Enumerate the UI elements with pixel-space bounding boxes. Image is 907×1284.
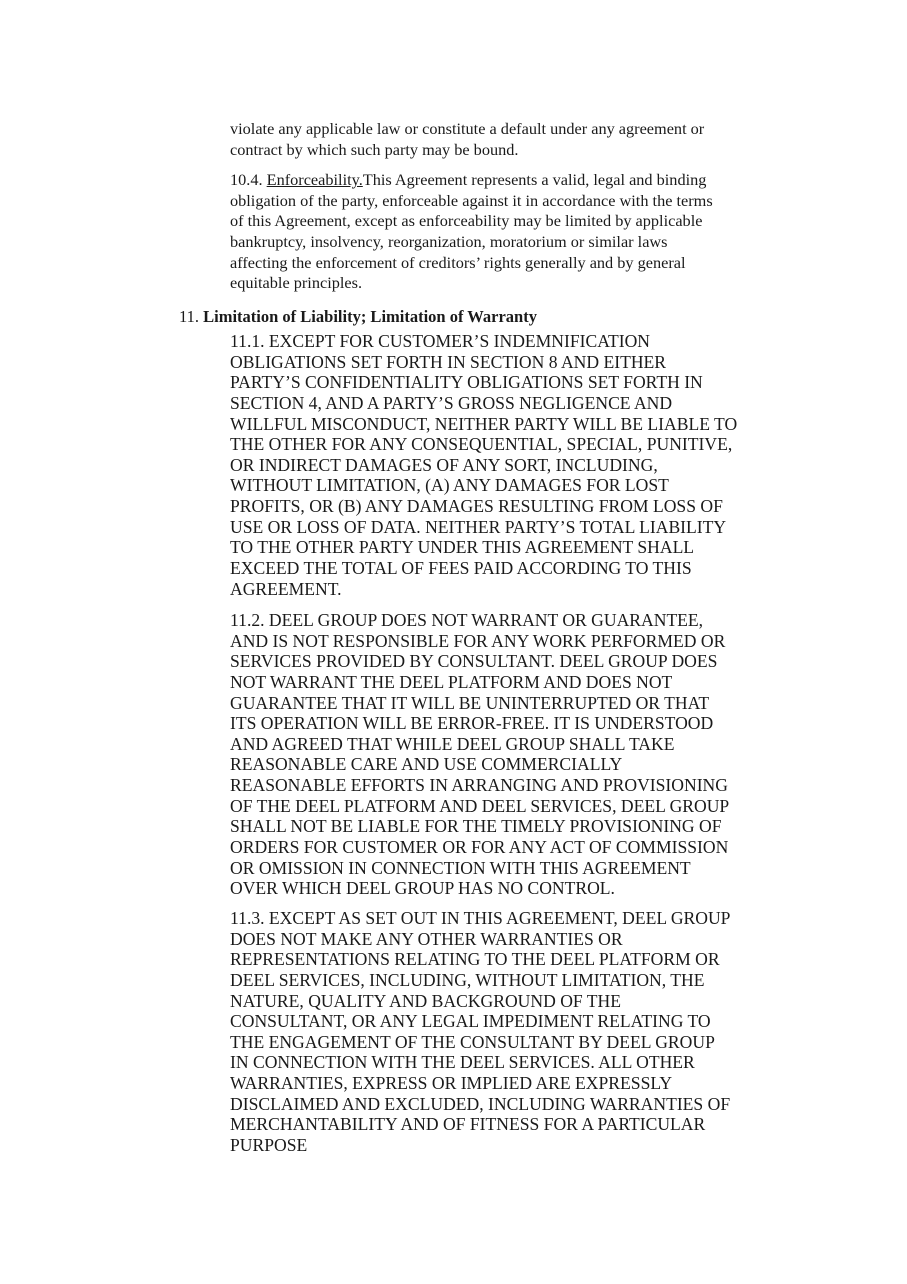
text-line: WARRANTIES, EXPRESS OR IMPLIED ARE EXPRESSLY (230, 1073, 673, 1094)
text-line: USE OR LOSS OF DATA. NEITHER PARTY’S TOTAL LIABILITY (230, 516, 727, 537)
text-line: affecting the enforcement of creditors’ rights generally and by general (230, 252, 686, 272)
text-line: OVER WHICH DEEL GROUP HAS NO CONTROL. (230, 878, 615, 899)
text-line: DISCLAIMED AND EXCLUDED, INCLUDING WARRANTIES OF (230, 1093, 731, 1114)
text-line: This Agreement represents a valid, legal and binding (362, 170, 707, 189)
clause-11-2 (230, 610, 729, 899)
clause-number: 10.4. (230, 170, 267, 189)
text-line: violate any applicable law or constitute a default under any agreement or (230, 119, 705, 138)
text-line: THE OTHER FOR ANY CONSEQUENTIAL, SPECIAL, PUNITIVE, (230, 434, 733, 455)
text-line: AND IS NOT RESPONSIBLE FOR ANY WORK PERFORMED OR (230, 630, 726, 651)
section-title: Limitation of Liability; Limitation of Warranty (203, 307, 537, 326)
text-line: OBLIGATIONS SET FORTH IN SECTION 8 AND EITHER (230, 351, 667, 372)
text-line: 11.3. EXCEPT AS SET OUT IN THIS AGREEMENT, DEEL GROUP (230, 908, 731, 928)
text-line: OR OMISSION IN CONNECTION WITH THIS AGREEMENT (230, 857, 691, 878)
text-line: CONSULTANT, OR ANY LEGAL IMPEDIMENT RELATING TO (230, 1011, 711, 1032)
text-line: REPRESENTATIONS RELATING TO THE DEEL PLATFORM OR (230, 949, 720, 970)
text-line: obligation of the party, enforceable against it in accordance with the terms (230, 190, 713, 210)
text-line: OR INDIRECT DAMAGES OF ANY SORT, INCLUDING, (230, 454, 658, 475)
text-line: DOES NOT MAKE ANY OTHER WARRANTIES OR (230, 928, 623, 949)
text-line: ITS OPERATION WILL BE ERROR-FREE. IT IS UNDERSTOOD (230, 713, 714, 734)
text-line: GUARANTEE THAT IT WILL BE UNINTERRUPTED OR THAT (230, 692, 710, 713)
text-line: MERCHANTABILITY AND OF FITNESS FOR A PARTICULAR (230, 1114, 706, 1135)
text-line: 11.1. EXCEPT FOR CUSTOMER’S INDEMNIFICATION (230, 331, 651, 351)
text-line: REASONABLE CARE AND USE COMMERCIALLY (230, 754, 623, 775)
text-line: PROFITS, OR (B) ANY DAMAGES RESULTING FROM LOSS OF (230, 496, 723, 517)
text-line: AND AGREED THAT WHILE DEEL GROUP SHALL TAKE (230, 733, 675, 754)
text-line: PURPOSE (230, 1135, 308, 1156)
text-line: EXCEED THE TOTAL OF FEES PAID ACCORDING TO THIS (230, 558, 692, 579)
text-line: contract by which such party may be bound. (230, 139, 519, 159)
clause-title: Enforceability. (266, 170, 363, 189)
text-line: IN CONNECTION WITH THE DEEL SERVICES. ALL OTHER (230, 1052, 695, 1073)
clause-11-3 (230, 908, 730, 1156)
text-line: REASONABLE EFFORTS IN ARRANGING AND PROVISIONING (230, 775, 728, 796)
clause-10-4 (230, 170, 713, 294)
clause-11-1 (230, 331, 737, 599)
text-line: ORDERS FOR CUSTOMER OR FOR ANY ACT OF COMMISSION (230, 837, 729, 858)
text-line: DEEL SERVICES, INCLUDING, WITHOUT LIMITATION, THE (230, 969, 705, 990)
text-line: SERVICES PROVIDED BY CONSULTANT. DEEL GROUP DOES (230, 651, 718, 672)
text-line: NATURE, QUALITY AND BACKGROUND OF THE (230, 990, 621, 1011)
text-line: bankruptcy, insolvency, reorganization, moratorium or similar laws (230, 231, 668, 251)
text-line: SECTION 4, AND A PARTY’S GROSS NEGLIGENCE AND (230, 392, 673, 413)
clause-first-line (230, 170, 713, 191)
section-number: 11. (179, 307, 204, 326)
text-line: NOT WARRANT THE DEEL PLATFORM AND DOES NOT (230, 671, 673, 692)
text-line: WITHOUT LIMITATION, (A) ANY DAMAGES FOR LOST (230, 475, 669, 496)
text-line: PARTY’S CONFIDENTIALITY OBLIGATIONS SET FORTH IN (230, 372, 703, 393)
section-10-3-continuation (230, 119, 704, 160)
text-line: THE ENGAGEMENT OF THE CONSULTANT BY DEEL GROUP (230, 1031, 715, 1052)
text-line: of this Agreement, except as enforceability may be limited by applicable (230, 211, 703, 231)
text-line: equitable principles. (230, 273, 363, 293)
section-11-heading (179, 307, 537, 328)
text-line: 11.2. DEEL GROUP DOES NOT WARRANT OR GUARANTEE, (230, 610, 704, 630)
text-line: OF THE DEEL PLATFORM AND DEEL SERVICES, DEEL GROUP (230, 795, 730, 816)
text-line: WILLFUL MISCONDUCT, NEITHER PARTY WILL BE LIABLE TO (230, 413, 738, 434)
text-line: SHALL NOT BE LIABLE FOR THE TIMELY PROVISIONING OF (230, 816, 722, 837)
text-line: AGREEMENT. (230, 578, 342, 599)
text-line: TO THE OTHER PARTY UNDER THIS AGREEMENT SHALL (230, 537, 695, 558)
